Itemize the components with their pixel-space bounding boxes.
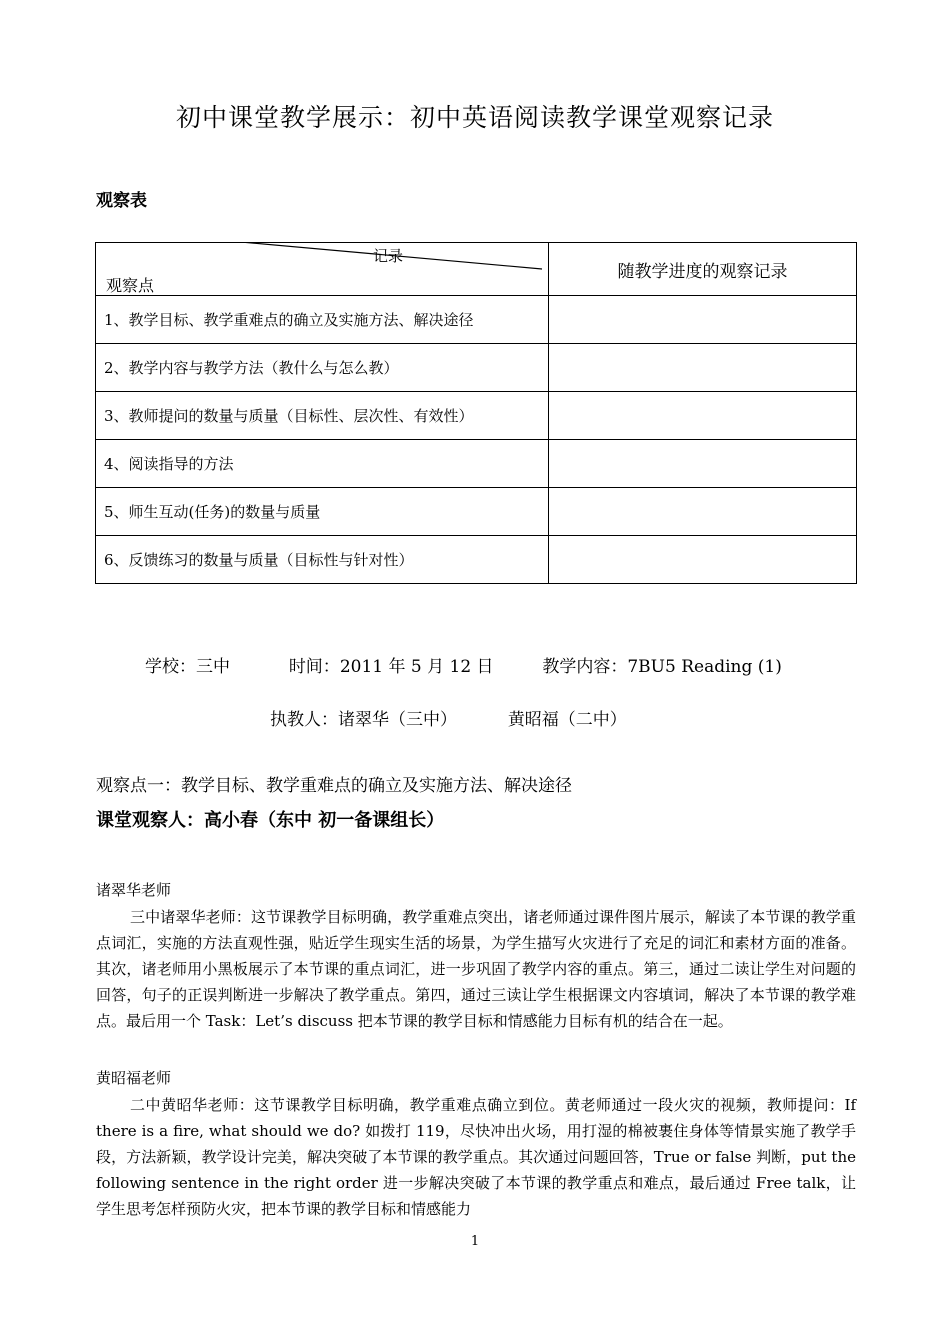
table-row — [96, 344, 857, 392]
teacher-comment-paragraph: 三中诸翠华老师：这节课教学目标明确，教学重难点突出，诸老师通过课件图片展示，解读了本节课的教学重点词汇，实施的方法直观性强，贴近学生现实生活的场景，为学生描写火灾进行了充足的词汇和素材方面的准备。其次，诸老师用小黑板展示了本节课的重点词汇，进一步巩固了教学内容的重点。第三，通过二读让学生对问题的回答，句子的正误判断进一步解决了教学重点。第四，通过三读让学生根据课文内容填词，解决了本节课的教学难点。最后用一个 Task：Let’s discuss 把本节课的教学目标和情感能力目标有机的结合在一起。 — [96, 908, 856, 1030]
record-cell[interactable] — [549, 344, 857, 392]
lesson-info-line — [145, 652, 782, 677]
table-header-row — [96, 243, 857, 296]
teacher-comment-paragraph: 二中黄昭华老师：这节课教学目标明确，教学重难点确立到位。黄老师通过一段火灾的视频，教师提问：If there is a fire, what should we do? 如拨打 119，尽快冲出火场，用打湿的棉被裹住身体等情景实施了教学手段，方法新颖，教学设计完美，解决突破了本节课的教学重点。其次通过问题回答，True or false 判断，put the following sentence in the right order 进一步解决突破了本节课的教学重点和难点，最后通过 Free talk，让学生思考怎样预防火灾，把本节课的教学目标和情感能力 — [96, 1096, 856, 1218]
teacher-1: 诸翠华（三中） — [338, 710, 457, 730]
row-label: 6、反馈练习的数量与质量（目标性与针对性） — [96, 536, 549, 584]
section-label: 观察表 — [96, 191, 147, 211]
diagonal-header-cell — [96, 243, 549, 296]
table-row — [96, 392, 857, 440]
page-title: 初中课堂教学展示：初中英语阅读教学课堂观察记录 — [175, 103, 774, 132]
teacher-2: 黄昭福（二中） — [507, 710, 627, 730]
observer-heading: 课堂观察人：高小春（东中 初一备课组长） — [96, 810, 445, 831]
teachers-line — [270, 705, 627, 730]
header-point-label: 观察点 — [106, 276, 155, 295]
teacher-name: 诸翠华老师 — [96, 881, 172, 899]
row-label: 4、阅读指导的方法 — [96, 440, 549, 488]
school-value: 三中 — [196, 657, 230, 677]
table-row — [96, 440, 857, 488]
row-label: 1、教学目标、教学重难点的确立及实施方法、解决途径 — [96, 296, 549, 344]
observation-table — [95, 242, 857, 584]
record-cell[interactable] — [549, 440, 857, 488]
content-label: 教学内容： — [542, 657, 628, 677]
record-cell[interactable] — [549, 392, 857, 440]
table-row — [96, 536, 857, 584]
table-row — [96, 488, 857, 536]
observation-point-heading: 观察点一：教学目标、教学重难点的确立及实施方法、解决途径 — [96, 776, 572, 796]
header-record-column: 随教学进度的观察记录 — [549, 243, 857, 296]
table-row — [96, 296, 857, 344]
teacher-name: 黄昭福老师 — [96, 1069, 172, 1087]
record-cell[interactable] — [549, 488, 857, 536]
content-value: 7BU5 Reading (1) — [627, 657, 782, 677]
page-number: 1 — [470, 1234, 480, 1249]
row-label: 2、教学内容与教学方法（教什么与怎么教） — [96, 344, 549, 392]
record-cell[interactable] — [549, 296, 857, 344]
header-record-label: 记录 — [373, 247, 404, 265]
time-label: 时间： — [288, 657, 340, 677]
diagonal-line — [96, 243, 548, 295]
row-label: 3、教师提问的数量与质量（目标性、层次性、有效性） — [96, 392, 549, 440]
record-cell[interactable] — [549, 536, 857, 584]
time-value: 2011 年 5 月 12 日 — [339, 657, 494, 677]
school-label: 学校： — [145, 657, 196, 677]
teacher-label: 执教人： — [270, 710, 338, 730]
row-label: 5、师生互动(任务)的数量与质量 — [96, 488, 549, 536]
